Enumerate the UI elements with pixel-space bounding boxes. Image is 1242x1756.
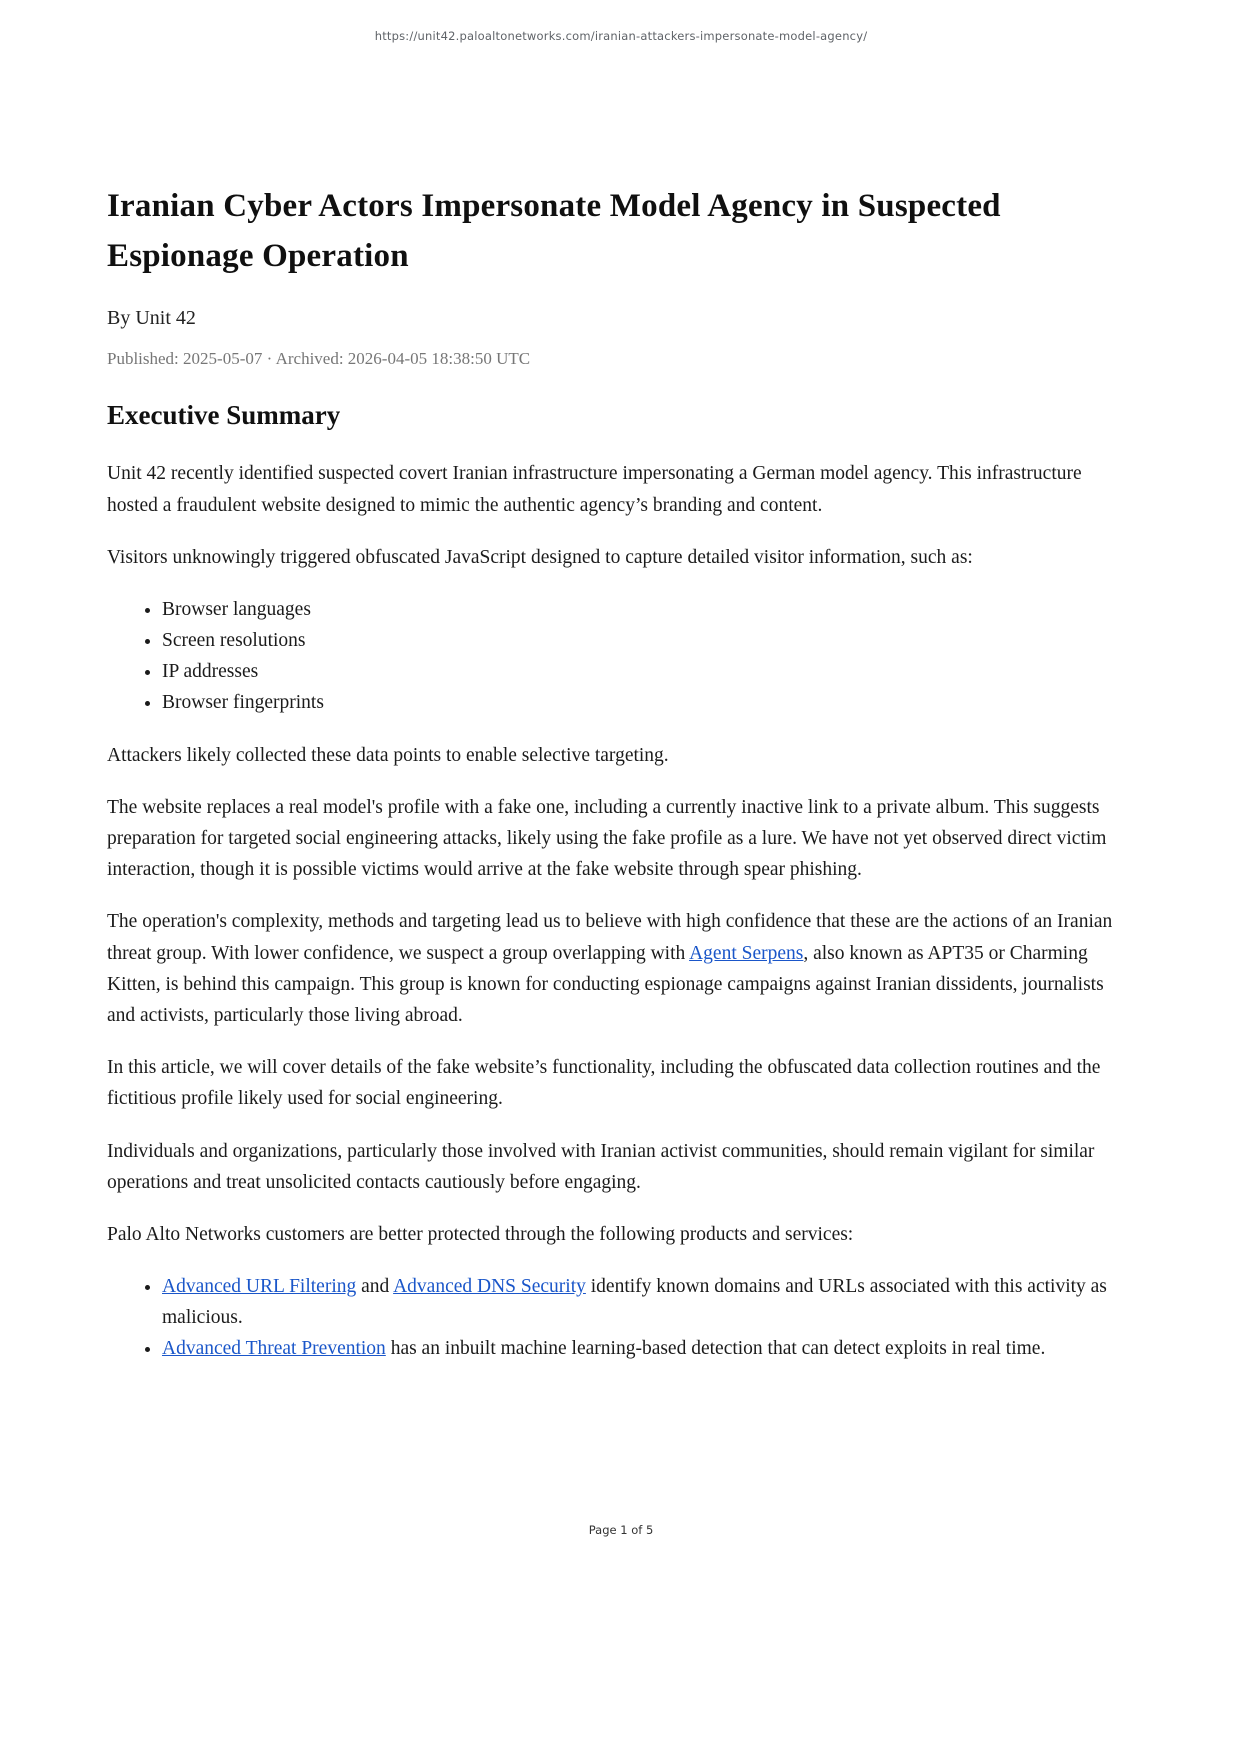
paragraph-intro: Unit 42 recently identified suspected covert Iranian infrastructure impersonating a German model agency. This infrastructure hosted a fraudulent website designed to mimic the authentic agency’s branding and content.	[107, 463, 1082, 516]
byline: By Unit 42	[107, 307, 196, 330]
paragraph-fake-profile: The website replaces a real model's profile with a fake one, including a currently inactive link to a private album. This suggests preparation for targeted social engineering attacks, likely using the fake profile as a lure. We have not yet observed direct victim interaction, though it is possible victims would arrive at the fake website through spear phishing.	[107, 796, 1107, 881]
products-text-after: identify known domains and URLs associated with this activity as malicious.	[162, 1276, 1107, 1329]
advanced-threat-prevention-link[interactable]: Advanced Threat Prevention	[162, 1338, 386, 1360]
page-number-footer: Page 1 of 5	[588, 1523, 654, 1537]
paragraph-attribution	[107, 906, 1135, 1031]
list-item-threat-prevention	[162, 1333, 1135, 1364]
products-list	[107, 1271, 1135, 1365]
print-header-url: https://unit42.paloaltonetworks.com/iranian-attackers-impersonate-model-agency/	[374, 29, 868, 43]
agent-serpens-link[interactable]: Agent Serpens	[689, 942, 804, 964]
advanced-dns-security-link[interactable]: Advanced DNS Security	[393, 1276, 586, 1298]
page-title: Iranian Cyber Actors Impersonate Model Agency in Suspected Espionage Operation	[107, 188, 1001, 275]
paragraph-vigilance: Individuals and organizations, particularly those involved with Iranian activist communities, should remain vigilant for similar operations and treat unsolicited contacts cautiously before engaging.	[107, 1140, 1095, 1193]
paragraph-attackers: Attackers likely collected these data points to enable selective targeting.	[107, 744, 669, 766]
attribution-text-after: , also known as APT35 or Charming Kitten, is behind this campaign. This group is known for conducting espionage campaigns against Iranian dissidents, journalists and activists, particularly those living abroad.	[107, 942, 1104, 1026]
section-heading-executive-summary: Executive Summary	[107, 400, 341, 431]
list-item: • Browser languages	[162, 594, 1135, 625]
paragraph-visitors: Visitors unknowingly triggered obfuscated JavaScript designed to capture detailed visitor information, such as:	[107, 546, 973, 568]
threat-prevention-text-after: has an inbuilt machine learning-based detection that can detect exploits in real time.	[385, 1338, 1046, 1360]
products-text-mid: and	[356, 1276, 394, 1298]
list-item: • Browser fingerprints	[162, 687, 1135, 718]
list-item: • IP addresses	[162, 656, 1135, 687]
paragraph-protection-intro: Palo Alto Networks customers are better protected through the following products and services:	[107, 1223, 854, 1245]
data-points-list	[107, 594, 1135, 719]
paragraph-article-scope: In this article, we will cover details of the fake website’s functionality, including the obfuscated data collection routines and the fictitious profile likely used for social engineering.	[107, 1057, 1101, 1110]
attribution-text-before: The operation's complexity, methods and targeting lead us to believe with high confidence that these are the actions of an Iranian threat group. With lower confidence, we suspect a group overlapping with	[107, 911, 1113, 964]
list-item-products	[162, 1271, 1135, 1333]
advanced-url-filtering-link[interactable]: Advanced URL Filtering	[162, 1276, 357, 1298]
list-item: • Screen resolutions	[162, 625, 1135, 656]
published-archived-meta: Published: 2025-05-07 · Archived: 2026-04-05 18:38:50 UTC	[107, 349, 531, 369]
